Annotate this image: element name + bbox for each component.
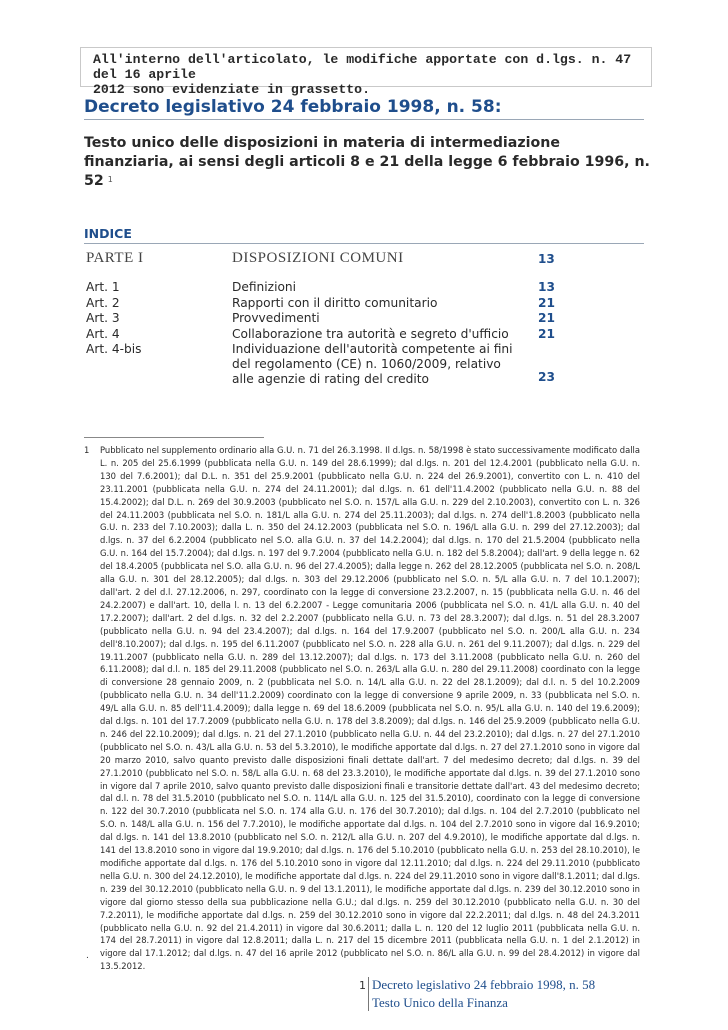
toc-page[interactable]: 21 <box>538 311 555 325</box>
subtitle <box>84 134 654 191</box>
toc-page[interactable]: 21 <box>538 296 555 310</box>
toc-article: Art. 4 <box>86 327 120 341</box>
stray-dot: . <box>86 951 89 961</box>
page-title: Decreto legislativo 24 febbraio 1998, n. 58: <box>84 97 644 120</box>
toc-title[interactable]: Rapporti con il diritto comunitario <box>232 296 438 310</box>
footnote-ref[interactable]: 1 <box>107 175 113 184</box>
notice-text: All'interno dell'articolato, le modifiche apportate con d.lgs. n. 47 del 16 aprile 2012 sono evidenziate in grassetto. <box>93 52 632 97</box>
subtitle-text: Testo unico delle disposizioni in materia di intermediazione finanziaria, ai sensi degli articoli 8 e 21 della legge 6 febbraio 1996, n. 52 <box>84 135 650 189</box>
toc-article: Art. 1 <box>86 280 120 294</box>
part-page[interactable]: 13 <box>538 252 555 266</box>
toc-page[interactable]: 23 <box>538 370 555 384</box>
indice-rule <box>84 243 644 244</box>
toc-title[interactable]: Individuazione dell'autorità competente ai fini del regolamento (CE) n. 1060/2009, relativo alle agenzie di rating del credito <box>232 342 513 386</box>
footer-title: Decreto legislativo 24 febbraio 1998, n. 58 <box>372 977 596 992</box>
notice-box <box>80 47 652 97</box>
toc-article: Art. 4-bis <box>86 342 142 356</box>
footer-subtitle: Testo Unico della Finanza <box>372 995 508 1010</box>
toc-page[interactable]: 21 <box>538 327 555 341</box>
toc-title[interactable]: Collaborazione tra autorità e segreto d'ufficio <box>232 327 509 341</box>
footnote-text: Pubblicato nel supplemento ordinario alla G.U. n. 71 del 26.3.1998. Il d.lgs. n. 58/1998 è stato successivamente modificato dalla L. n. 205 del 25.6.1999 (pubblicata nella G.U. n. 149 del 28.6.1999); dal d.lgs. n. 201 del 12.4.2001 (pubblicato nella G.U. n. 130 del 7.6.2001); dal D.L. n. 351 del 25.9.2001 (pubblicato nella G.U. n. 224 del 26.9.2001), convertito con L. n. 410 del 23.11.2001 (pubblicata nella G.U. n. 274 del 24.11.2001); dal d.lgs. n. 61 dell'11.4.2002 (pubblicato nella G.U. n. 88 del 15.4.2002); dal D.L. n. 269 del 30.9.2003 (pubblicato nel S.O. n. 157/L alla G.U. n. 229 del 2.10.2003), convertito con L. n. 326 del 24.11.2003 (pubblicata nel S.O. n. 181/L alla G.U. n. 274 del 25.11.2003); dal d.lgs. n. 274 dell'1.8.2003 (pubblicato nella G.U. n. 233 del 7.10.2003); dalla L. n. 350 del 24.12.2003 (pubblicata nel S.O. n. 196/L alla G.U. n. 299 del 27.12.2003); dal d.lgs. n. 37 del 6.2.2004 (pubblicato nel S.O. alla G.U. n. 37 del 14.2.2004); dal d.lgs. n. 170 del 21.5.2004 (pubblicato nella G.U. n. 164 del 15.7.2004); dal d.lgs. n. 197 del 9.7.2004 (pubblicato nella G.U. n. 182 del 5.8.2004); dall'art. 9 della legge n. 62 del 18.4.2005 (pubblicata nel S.O. alla G.U. n. 96 del 27.4.2005); dalla legge n. 262 del 28.12.2005 (pubblicata nel S.O. n. 208/L alla G.U. n. 301 del 28.12.2005); dal d.lgs. n. 303 del 29.12.2006 (pubblicato nel S.O. n. 5/L alla G.U. n. 7 del 10.1.2007); dall'art. 2 del d.l. 27.12.2006, n. 297, coordinato con la legge di conversione 23.2.2007, n. 15 (pubblicata nella G.U. n. 46 del 24.2.2007) e dall'art. 10, della l. n. 13 del 6.2.2007 - Legge comunitaria 2006 (pubblicata nel S.O. n. 41/L alla G.U. n. 40 del 17.2.2007); dall'art. 2 del d.lgs. n. 32 del 2.2.2007 (pubblicato nella G.U. n. 73 del 28.3.2007); dal d.lgs. n. 51 del 28.3.2007 (pubblicato nella G.U. n. 94 del 23.4.2007); dal d.lgs. n. 164 del 17.9.2007 (pubblicato nel S.O. n. 200/L alla G.U. n. 234 dell'8.10.2007); dal d.lgs. n. 195 del 6.11.2007 (pubblicato nel S.O. n. 228 alla G.U. n. 261 del 9.11.2007); dal d.lgs. n. 229 del 19.11.2007 (pubblicato nella G.U. n. 289 del 13.12.2007); dal d.lgs. n. 173 del 3.11.2008 (pubblicato nella G.U. n. 260 del 6.11.2008); dal d.l. n. 185 del 29.11.2008 (pubblicato nel S.O. n. 263/L alla G.U. n. 280 del 29.11.2008) coordinato con la legge di conversione 28 gennaio 2009, n. 2 (pubblicata nel S.O. n. 14/L alla G.U. n. 22 del 28.1.2009); dal d.l. n. 5 del 10.2.2009 (pubblicato nella G.U. n. 34 dell'11.2.2009) coordinato con la legge di conversione 9 aprile 2009, n. 33 (pubblicata nel S.O. n. 49/L alla G.U. n. 85 dell'11.4.2009); dalla legge n. 69 del 18.6.2009 (pubblicata nel S.O. n. 95/L alla G.U. n. 140 del 19.6.2009); dal d.lgs. n. 101 del 17.7.2009 (pubblicato nella G.U. n. 178 del 3.8.2009); dal d.lgs. n. 146 del 25.9.2009 (pubblicato nella G.U. n. 246 del 22.10.2009); dal d.lgs. n. 21 del 27.1.2010 (pubblicato nella G.U. n. 44 del 23.2.2010); dal d.lgs. n. 27 del 27.1.2010 (pubblicato nel S.O. n. 43/L alla G.U. n. 53 del 5.3.2010), le modifiche apportate dal d.lgs. n. 27 del 27.1.2010 sono in vigore dal 20 marzo 2010, salvo quanto previsto dalle disposizioni finali dettate dall'art. 7 del medesimo decreto; dal d.lgs. n. 39 del 27.1.2010 (pubblicato nel S.O. n. 58/L alla G.U. n. 68 del 23.3.2010), le modifiche apportate dal d.lgs. n. 39 del 27.1.2010 sono in vigore dal 7 aprile 2010, salvo quanto previsto dalle disposizioni finali e transitorie dettate dall'art. 43 del medesimo decreto; dal d.l. n. 78 del 31.5.2010 (pubblicato nel S.O. n. 114/L alla G.U. n. 125 del 31.5.2010), coordinato con la legge di conversione n. 122 del 30.7.2010 (pubblicata nel S.O. n. 174 alla G.U. n. 176 del 30.7.2010); dal d.lgs. n. 104 del 2.7.2010 (pubblicato nel S.O. n. 148/L alla G.U. n. 156 del 7.7.2010), le modifiche apportate dal d.lgs. n. 104 del 2.7.2010 sono in vigore dal 16.9.2010; dal d.lgs. n. 141 del 13.8.2010 (pubblicato nel S.O. n. 212/L alla G.U. n. 207 del 4.9.2010), le modifiche apportate dal d.lgs. n. 141 del 13.8.2010 sono in vigore dal 19.9.2010; dal d.lgs. n. 176 del 5.10.2010 (pubblicato nella G.U. n. 253 del 28.10.2010), le modifiche apportate dal d.lgs. n. 176 del 5.10.2010 sono in vigore dal 12.11.2010; dal d.lgs. n. 224 del 29.11.2010 (pubblicato nella G.U. n. 300 del 24.12.2010), le modifiche apportate dal d.lgs. n. 224 del 29.11.2010 sono in vigore dall'8.1.2011; dal d.lgs. n. 239 del 30.12.2010 (pubblicato nella G.U. n. 9 del 13.1.2011), le modifiche apportate dal d.lgs. n. 239 del 30.12.2010 sono in vigore dal giorno stesso della sua pubblicazione nella G.U.; dal d.lgs. n. 259 del 30.12.2010 (pubblicato nella G.U. n. 30 del 7.2.2011), le modifiche apportate dal d.lgs. n. 259 del 30.12.2010 sono in vigore dal 22.2.2011; dal d.lgs. n. 48 del 24.3.2011 (pubblicato nella G.U. n. 92 del 21.4.2011) in vigore dal 30.6.2011; dalla L. n. 120 del 12 luglio 2011 (pubblicata nella G.U. n. 174 del 28.7.2011) in vigore dal 12.8.2011; dalla L. n. 217 del 15 dicembre 2011 (pubblicata nella G.U. n. 1 del 2.1.2012) in vigore dal 17.1.2012; dal d.lgs. n. 47 del 16 aprile 2012 (pubblicato nel S.O. n. 86/L alla G.U. n. 99 del 28.4.2012) in vigore dal 13.5.2012. <box>100 445 640 972</box>
toc-article: Art. 2 <box>86 296 120 310</box>
toc-page[interactable]: 13 <box>538 280 555 294</box>
toc-title[interactable]: Definizioni <box>232 280 297 294</box>
footnote <box>84 444 640 973</box>
page-number: 1 <box>359 979 366 992</box>
toc-article: Art. 3 <box>86 311 120 325</box>
part-label: PARTE I <box>86 250 144 266</box>
part-title[interactable]: DISPOSIZIONI COMUNI <box>232 250 404 266</box>
footnote-number: 1 <box>84 445 90 455</box>
footnote-rule <box>84 437 264 438</box>
footer-separator <box>368 977 369 1011</box>
toc-title[interactable]: Provvedimenti <box>232 311 320 325</box>
indice-heading: INDICE <box>84 226 132 241</box>
